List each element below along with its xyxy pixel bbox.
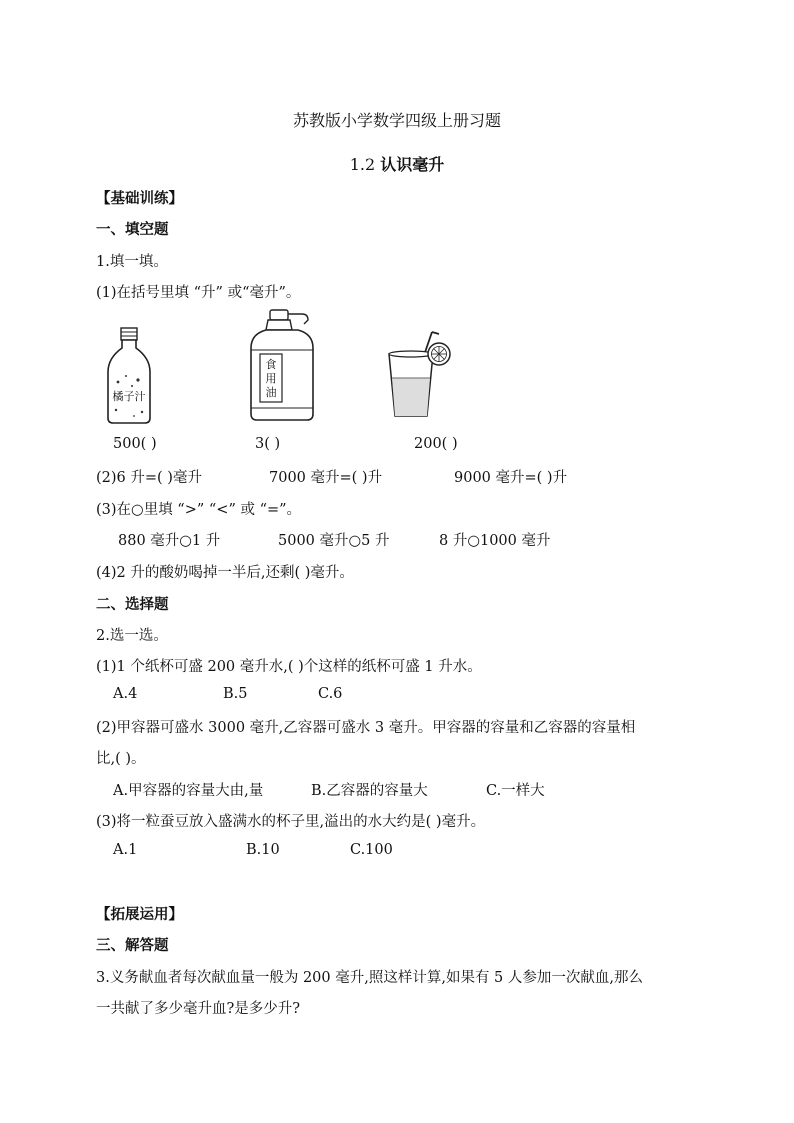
q2-part2-option-a: A.甲容器的容量大由,量 [113,783,264,799]
q2-part3-option-b: B.10 [246,842,280,858]
lesson-number: 1.2 [349,155,381,174]
blank-oil: 3( ) [255,436,281,452]
oil-label-3: 油 [265,386,277,399]
q1-part3-b: 5000 毫升○5 升 [278,533,390,549]
oil-label-1: 食 [265,358,277,371]
juice-label: 橘子汁 [112,390,146,403]
q2-part1-option-b: B.5 [223,686,248,702]
blank-juice: 500( ) [113,436,157,452]
section-choice: 二、选择题 [96,597,169,613]
q1-part1: (1)在括号里填 “升” 或“毫升”。 [96,285,301,301]
juice-bottle-image [104,326,154,426]
q2-part3-option-a: A.1 [113,842,138,858]
q2-stem: 2.选一选。 [96,628,168,644]
oil-jug-image [248,308,316,423]
q3-line1: 3.义务献血者每次献血量一般为 200 毫升,照这样计算,如果有 5 人参加一次献血,那么 [96,970,643,986]
q2-part2-option-b: B.乙容器的容量大 [311,783,428,799]
q1-part2-c: 9000 毫升=( )升 [454,470,568,486]
q2-part1-option-c: C.6 [318,686,343,702]
q1-part3-a: 880 毫升○1 升 [118,533,221,549]
blank-glass: 200( ) [414,436,458,452]
q1-part3-c: 8 升○1000 毫升 [439,533,551,549]
oil-label-2: 用 [265,372,277,385]
q2-part2-line1: (2)甲容器可盛水 3000 毫升,乙容器可盛水 3 毫升。甲容器的容量和乙容器的容量相 [96,720,636,736]
q2-part3: (3)将一粒蚕豆放入盛满水的杯子里,溢出的水大约是( )毫升。 [96,814,486,830]
q2-part2-option-c: C.一样大 [486,783,545,799]
q2-part1: (1)1 个纸杯可盛 200 毫升水,( )个这样的纸杯可盛 1 升水。 [96,659,482,675]
section-fill-blank: 一、填空题 [96,222,169,238]
q1-part2-b: 7000 毫升=( )升 [269,470,383,486]
q1-part4: (4)2 升的酸奶喝掉一半后,还剩( )毫升。 [96,565,354,581]
q2-part2-line2: 比,( )。 [96,751,146,767]
q1-part3: (3)在○里填 “>” “<” 或 “=”。 [96,502,302,518]
q2-part1-option-a: A.4 [113,686,138,702]
q1-part2-a: (2)6 升=( )毫升 [96,470,202,486]
section-basic-training: 【基础训练】 [96,191,183,207]
lesson-name: 认识毫升 [380,155,445,174]
glass-image [385,330,455,422]
section-extend: 【拓展运用】 [96,907,183,923]
q3-line2: 一共献了多少毫升血?是多少升? [96,1001,301,1017]
page-title: 苏教版小学数学四级上册习题 [292,111,501,130]
q1-stem: 1.填一填。 [96,254,168,270]
q2-part3-option-c: C.100 [350,842,393,858]
lesson-title [0,152,794,175]
section-answer: 三、解答题 [96,938,169,954]
